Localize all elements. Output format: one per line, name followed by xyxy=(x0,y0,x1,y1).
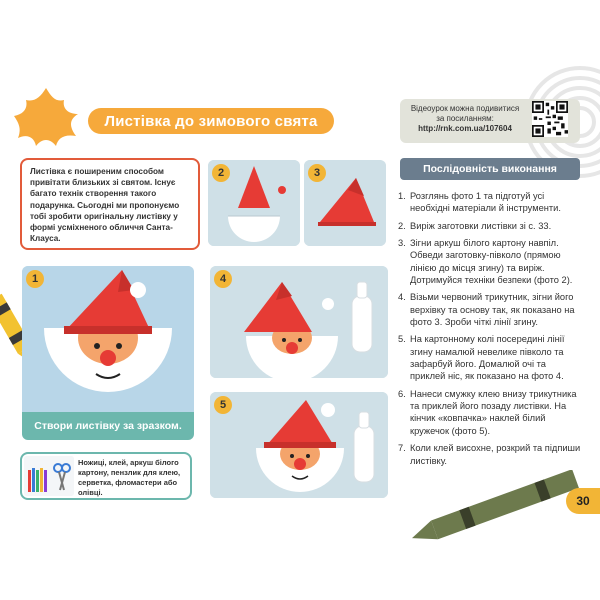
step-item xyxy=(398,291,582,328)
photo-4-badge: 4 xyxy=(214,270,232,288)
step-number: 5. xyxy=(398,334,406,345)
photo-5 xyxy=(210,392,388,498)
step-number: 1. xyxy=(398,191,406,201)
page-title: Листівка до зимового свята xyxy=(104,112,318,130)
step-item xyxy=(398,190,582,215)
photo-5-badge: 5 xyxy=(214,396,232,414)
sequence-header: Послідовність виконання xyxy=(400,158,580,180)
step-number: 2. xyxy=(398,220,406,231)
photo-1-illustration xyxy=(22,266,194,412)
video-line-1: Відеоурок можна подивитися xyxy=(410,104,520,113)
step-item xyxy=(398,220,582,232)
photo-1-badge: 1 xyxy=(26,270,44,288)
photo-4 xyxy=(210,266,388,378)
step-text: Коли клей висохне, розкрий та підпиши листівку. xyxy=(410,443,581,466)
step-number: 4. xyxy=(398,292,406,303)
photo-2 xyxy=(208,160,300,246)
photo-1 xyxy=(22,266,194,412)
step-text: Нанеси смужку клею внизу трикутника та приклей його позаду листівки. На кінчик «ковпачка» наклей білий кружечок (фото 5). xyxy=(410,388,577,436)
step-text: Візьми червоний трикутник, зігни його верхівку та основу так, як показано на фото 3. Зроби чіткі лінії згину. xyxy=(410,292,575,328)
photo-2-badge: 2 xyxy=(212,164,230,182)
step-item xyxy=(398,442,582,467)
step-text: На картонному колі посередині лінії згину намалюй невелике півколо та зафарбуй його. Домалюй очі та приклей ніс, як показано на фото 4. xyxy=(410,334,565,382)
qr-code-icon[interactable] xyxy=(532,101,568,137)
orange-splat-decoration xyxy=(12,84,82,150)
steps-list xyxy=(398,190,582,472)
video-link-text xyxy=(404,104,526,134)
title-banner xyxy=(88,108,334,134)
step-number: 6. xyxy=(398,388,406,399)
page-number: 30 xyxy=(566,488,600,514)
step-number: 3. xyxy=(398,237,406,248)
step-item xyxy=(398,237,582,287)
materials-icon xyxy=(24,456,74,496)
photo-1-caption: Створи листівку за зразком. xyxy=(22,412,194,440)
photo-4-illustration xyxy=(210,266,388,378)
materials-text: Ножиці, клей, аркуш білого картону, пензлик для клею, серветка, фломастери або олівці. xyxy=(78,458,181,497)
step-text: Виріж заготовки листівки зі с. 33. xyxy=(410,220,552,231)
step-text: Розглянь фото 1 та підготуй усі необхідні матеріали й інструменти. xyxy=(410,191,561,214)
step-item xyxy=(398,333,582,383)
video-url[interactable]: http://rnk.com.ua/107604 xyxy=(418,124,512,133)
step-number: 7. xyxy=(398,443,406,454)
video-line-2: за посиланням: xyxy=(436,114,494,123)
step-item xyxy=(398,388,582,438)
intro-text: Листівка є поширеним способом привітати близьких зі святом. Існує багато технік створення такого подарунка. Сьогодні ми пропонуємо тобі зробити оригінальну листівку у формі усміхненого обличчя Санта-Клауса. xyxy=(20,158,200,250)
photo-3-badge: 3 xyxy=(308,164,326,182)
photo-3 xyxy=(304,160,386,246)
photo-5-illustration xyxy=(210,392,388,498)
step-text: Зігни аркуш білого картону навпіл. Обведи заготовку-півколо (прямою лінією до місця згину) та виріж. Дотримуйся техніки безпеки (фото 2). xyxy=(410,237,573,286)
